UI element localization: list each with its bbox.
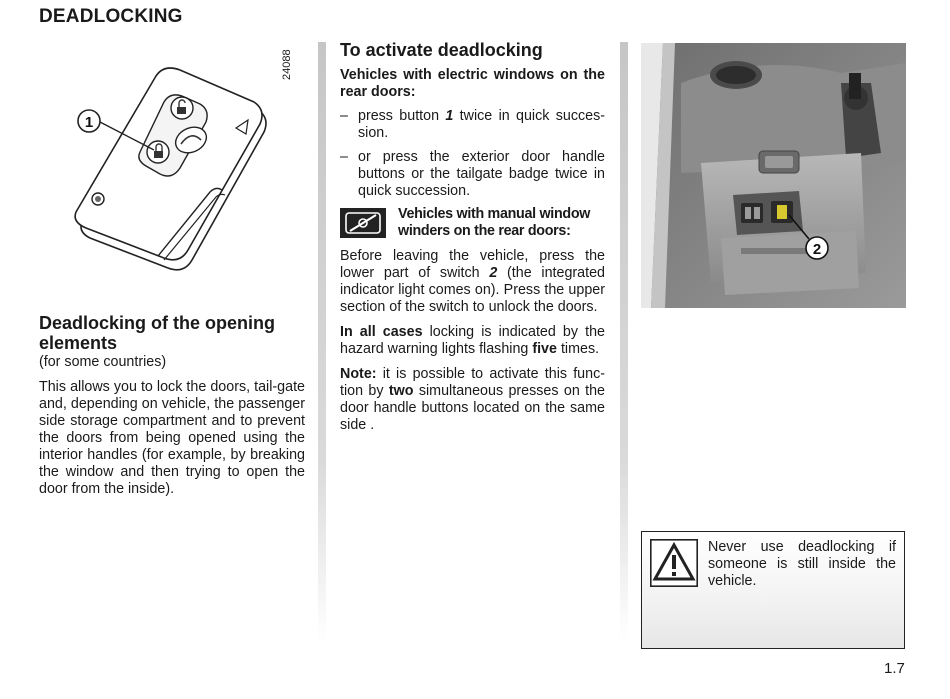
- electric-windows-heading: Vehicles with electric windows on the rear doors:: [340, 67, 605, 100]
- column-divider: [620, 42, 628, 642]
- left-column: [39, 313, 305, 498]
- warning-box: [641, 531, 905, 649]
- callout-1: 1: [84, 114, 94, 131]
- left-body: This allows you to lock the doors, tail-gate and, depending on vehicle, the passenger side storage compartment and to prevent the doors from being opened using the interior handles (for example, by breaking the window and then trying to open the door from the inside).: [39, 379, 305, 497]
- dashboard-switch-photo: [641, 43, 906, 308]
- warning-text: Never use deadlocking if someone is still inside the vehicle.: [708, 539, 896, 589]
- note-text: Note: it is possible to activate this func-tion by two simultaneous presses on the door handle buttons located on the same side .: [340, 366, 605, 433]
- manual-body: Before leaving the vehicle, press the lower part of switch 2 (the integrated indicator light comes on). Press the upper section of the switch to unlock the doors.: [340, 248, 605, 315]
- manual-window-winder-icon: [340, 208, 386, 238]
- list-item: – or press the exterior door handle buttons or the tailgate badge twice in quick succession.: [340, 149, 605, 199]
- key-card-illustration: [60, 60, 280, 285]
- manual-windows-block: [340, 208, 605, 244]
- page-title: DEADLOCKING: [39, 6, 183, 27]
- middle-column: [340, 40, 605, 434]
- middle-heading: To activate deadlocking: [340, 40, 543, 60]
- column-divider: [318, 42, 326, 642]
- left-subheading: (for some countries): [39, 354, 167, 370]
- callout-2: 2: [812, 241, 822, 258]
- all-cases-text: In all cases locking is indicated by the hazard warning lights flashing five times.: [340, 324, 605, 357]
- list-item: – press button 1 twice in quick succes-sion.: [340, 108, 605, 141]
- warning-triangle-icon: [650, 539, 698, 587]
- illustration-code: 24088: [281, 49, 293, 80]
- page-number: 1.7: [884, 660, 905, 677]
- manual-windows-heading: Vehicles with manual window winders on the rear doors:: [398, 206, 591, 239]
- left-heading: Deadlocking of the opening elements: [39, 313, 276, 353]
